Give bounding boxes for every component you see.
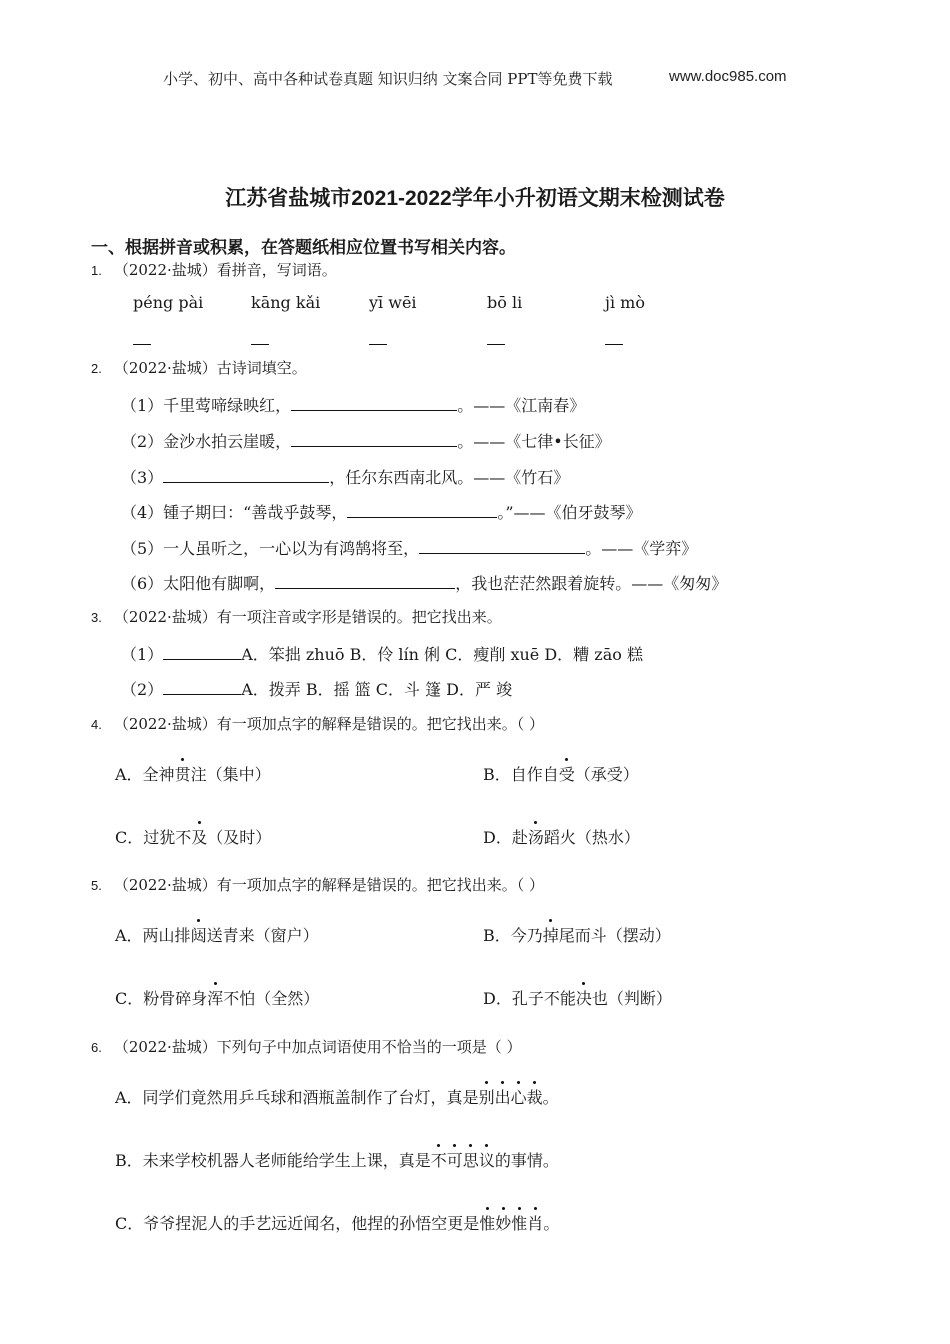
option-text: 注（集中） xyxy=(190,765,271,784)
question-1 xyxy=(91,259,337,280)
question-4 xyxy=(91,713,544,734)
fill-blank[interactable] xyxy=(347,503,497,518)
answer-blank-1[interactable] xyxy=(133,330,151,349)
item-options: A．拨弄 B．摇 篮 C．斗 篷 D．严 竣 xyxy=(241,680,513,699)
option-text: 不怕（全然） xyxy=(223,989,320,1008)
answer-blank-4[interactable] xyxy=(487,330,505,349)
option-a[interactable] xyxy=(115,1085,559,1108)
line-prefix: （2）金沙水拍云崖暖， xyxy=(121,432,292,451)
option-text: （承受） xyxy=(574,765,639,784)
dotted-char: 闼 xyxy=(191,923,207,946)
question-3 xyxy=(91,606,502,627)
q3-item-2 xyxy=(121,677,512,700)
dotted-char: 及 xyxy=(191,825,207,848)
header-url[interactable]: www.doc985.com xyxy=(669,68,787,85)
option-text: D．赴 xyxy=(483,828,528,847)
question-2 xyxy=(91,357,307,378)
option-text: D．孔子不能 xyxy=(483,989,576,1008)
line-suffix: 。——《江南春》 xyxy=(457,396,586,415)
dotted-char: 掉 xyxy=(543,923,559,946)
dotted-char: 汤 xyxy=(528,825,544,848)
line-suffix: ，我也茫茫然跟着旋转。——《匆匆》 xyxy=(455,574,728,593)
question-6 xyxy=(91,1036,522,1057)
section-heading: 一、根据拼音或积累，在答题纸相应位置书写相关内容。 xyxy=(91,238,516,257)
line-prefix: （6）太阳他有脚啊， xyxy=(121,574,276,593)
item-prefix: （2） xyxy=(121,680,164,699)
dotted-char: 裁 xyxy=(527,1085,543,1108)
question-number: 2. xyxy=(91,361,102,376)
answer-blank-5[interactable] xyxy=(605,330,623,349)
answer-blank-3[interactable] xyxy=(369,330,387,349)
question-text: （2022·盐城）看拼音，写词语。 xyxy=(113,261,337,279)
fill-blank[interactable] xyxy=(163,645,241,660)
question-text: （2022·盐城）有一项加点字的解释是错误的。把它找出来。（ ） xyxy=(113,876,545,894)
option-c[interactable] xyxy=(115,1211,559,1234)
poem-line-2 xyxy=(121,429,611,452)
poem-line-6 xyxy=(121,571,727,594)
dotted-char: 受 xyxy=(559,762,575,785)
question-number: 6. xyxy=(91,1040,102,1055)
question-number: 1. xyxy=(91,263,102,278)
option-text: A．两山排 xyxy=(115,926,191,945)
poem-line-5 xyxy=(121,536,697,559)
fill-blank[interactable] xyxy=(291,432,457,447)
option-c[interactable] xyxy=(115,825,271,848)
dotted-char: 贯 xyxy=(175,762,191,785)
dotted-char: 浑 xyxy=(207,986,223,1009)
option-d[interactable] xyxy=(483,825,640,848)
pinyin-1: péng pài xyxy=(133,293,204,312)
option-text: A．全神 xyxy=(115,765,175,784)
option-text: A．同学们竟然用乒乓球和酒瓶盖制作了台灯，真是 xyxy=(115,1088,479,1107)
option-b[interactable] xyxy=(483,762,639,785)
pinyin-2: kāng kǎi xyxy=(251,293,321,312)
fill-blank[interactable] xyxy=(163,680,241,695)
question-text: （2022·盐城）有一项加点字的解释是错误的。把它找出来。（ ） xyxy=(113,715,545,733)
dotted-char: 惟 xyxy=(511,1211,527,1234)
line-suffix: 。——《学弈》 xyxy=(585,539,698,558)
dotted-char: 可 xyxy=(447,1148,463,1171)
option-text: 。 xyxy=(542,1088,559,1107)
question-text: （2022·盐城）有一项注音或字形是错误的。把它找出来。 xyxy=(113,608,502,626)
option-b[interactable] xyxy=(115,1148,559,1171)
option-a[interactable] xyxy=(115,923,319,946)
question-5 xyxy=(91,874,544,895)
dotted-char: 肖 xyxy=(527,1211,543,1234)
dotted-char: 惟 xyxy=(479,1211,495,1234)
option-text: C．过犹不 xyxy=(115,828,192,847)
option-c[interactable] xyxy=(115,986,319,1009)
option-text: B．未来学校机器人老师能给学生上课，真是 xyxy=(115,1151,431,1170)
header-left-text: 小学、初中、高中各种试卷真题 知识归纳 文案合同 PPT等免费下载 xyxy=(163,70,613,88)
line-prefix: （4）锺子期曰：“善哉乎鼓琴， xyxy=(121,503,348,522)
pinyin-3: yī wēi xyxy=(369,293,417,312)
dotted-char: 出 xyxy=(495,1085,511,1108)
line-prefix: （5）一人虽听之，一心以为有鸿鹄将至， xyxy=(121,539,420,558)
line-suffix: ，任尔东西南北风。——《竹石》 xyxy=(329,468,570,487)
dotted-char: 不 xyxy=(431,1148,447,1171)
pinyin-5: jì mò xyxy=(605,293,645,312)
question-number: 5. xyxy=(91,878,102,893)
dotted-char: 思 xyxy=(463,1148,479,1171)
fill-blank[interactable] xyxy=(275,574,455,589)
poem-line-1 xyxy=(121,393,585,416)
poem-line-3 xyxy=(121,465,569,488)
option-text: 的事情。 xyxy=(494,1151,559,1170)
option-text: 送青来（窗户） xyxy=(206,926,319,945)
q3-item-1 xyxy=(121,642,643,665)
poem-line-4 xyxy=(121,500,642,523)
option-text: 尾而斗（摆动） xyxy=(558,926,671,945)
line-suffix: 。”——《伯牙鼓琴》 xyxy=(497,503,642,522)
pinyin-4: bō li xyxy=(487,293,523,312)
option-text: （及时） xyxy=(207,828,272,847)
question-number: 4. xyxy=(91,717,102,732)
dotted-char: 议 xyxy=(479,1148,495,1171)
dotted-char: 妙 xyxy=(495,1211,511,1234)
option-a[interactable] xyxy=(115,762,271,785)
option-text: 。 xyxy=(543,1214,560,1233)
option-text: C．粉骨碎身 xyxy=(115,989,208,1008)
answer-blank-2[interactable] xyxy=(251,330,269,349)
dotted-char: 别 xyxy=(479,1085,495,1108)
item-options: A．笨拙 zhuō B．伶 lín 俐 C．瘦削 xuē D．糟 zāo 糕 xyxy=(241,645,643,664)
question-text: （2022·盐城）古诗词填空。 xyxy=(113,359,307,377)
page-title: 江苏省盐城市2021-2022学年小升初语文期末检测试卷 xyxy=(225,187,725,210)
line-prefix: （1）千里莺啼绿映红， xyxy=(121,396,292,415)
option-d[interactable] xyxy=(483,986,672,1009)
line-prefix: （3） xyxy=(121,468,164,487)
option-b[interactable] xyxy=(483,923,671,946)
question-number: 3. xyxy=(91,610,102,625)
option-text: B．自作自 xyxy=(483,765,559,784)
fill-blank[interactable] xyxy=(419,539,585,554)
line-suffix: 。——《七律•长征》 xyxy=(457,432,611,451)
fill-blank[interactable] xyxy=(163,468,329,483)
option-text: C．爷爷捏泥人的手艺远近闻名，他捏的孙悟空更是 xyxy=(115,1214,480,1233)
dotted-char: 决 xyxy=(576,986,592,1009)
question-text: （2022·盐城）下列句子中加点词语使用不恰当的一项是（ ） xyxy=(113,1038,522,1056)
item-prefix: （1） xyxy=(121,645,164,664)
option-text: B．今乃 xyxy=(483,926,543,945)
fill-blank[interactable] xyxy=(291,396,457,411)
dotted-char: 心 xyxy=(511,1085,527,1108)
option-text: 蹈火（热水） xyxy=(543,828,640,847)
option-text: 也（判断） xyxy=(591,989,672,1008)
